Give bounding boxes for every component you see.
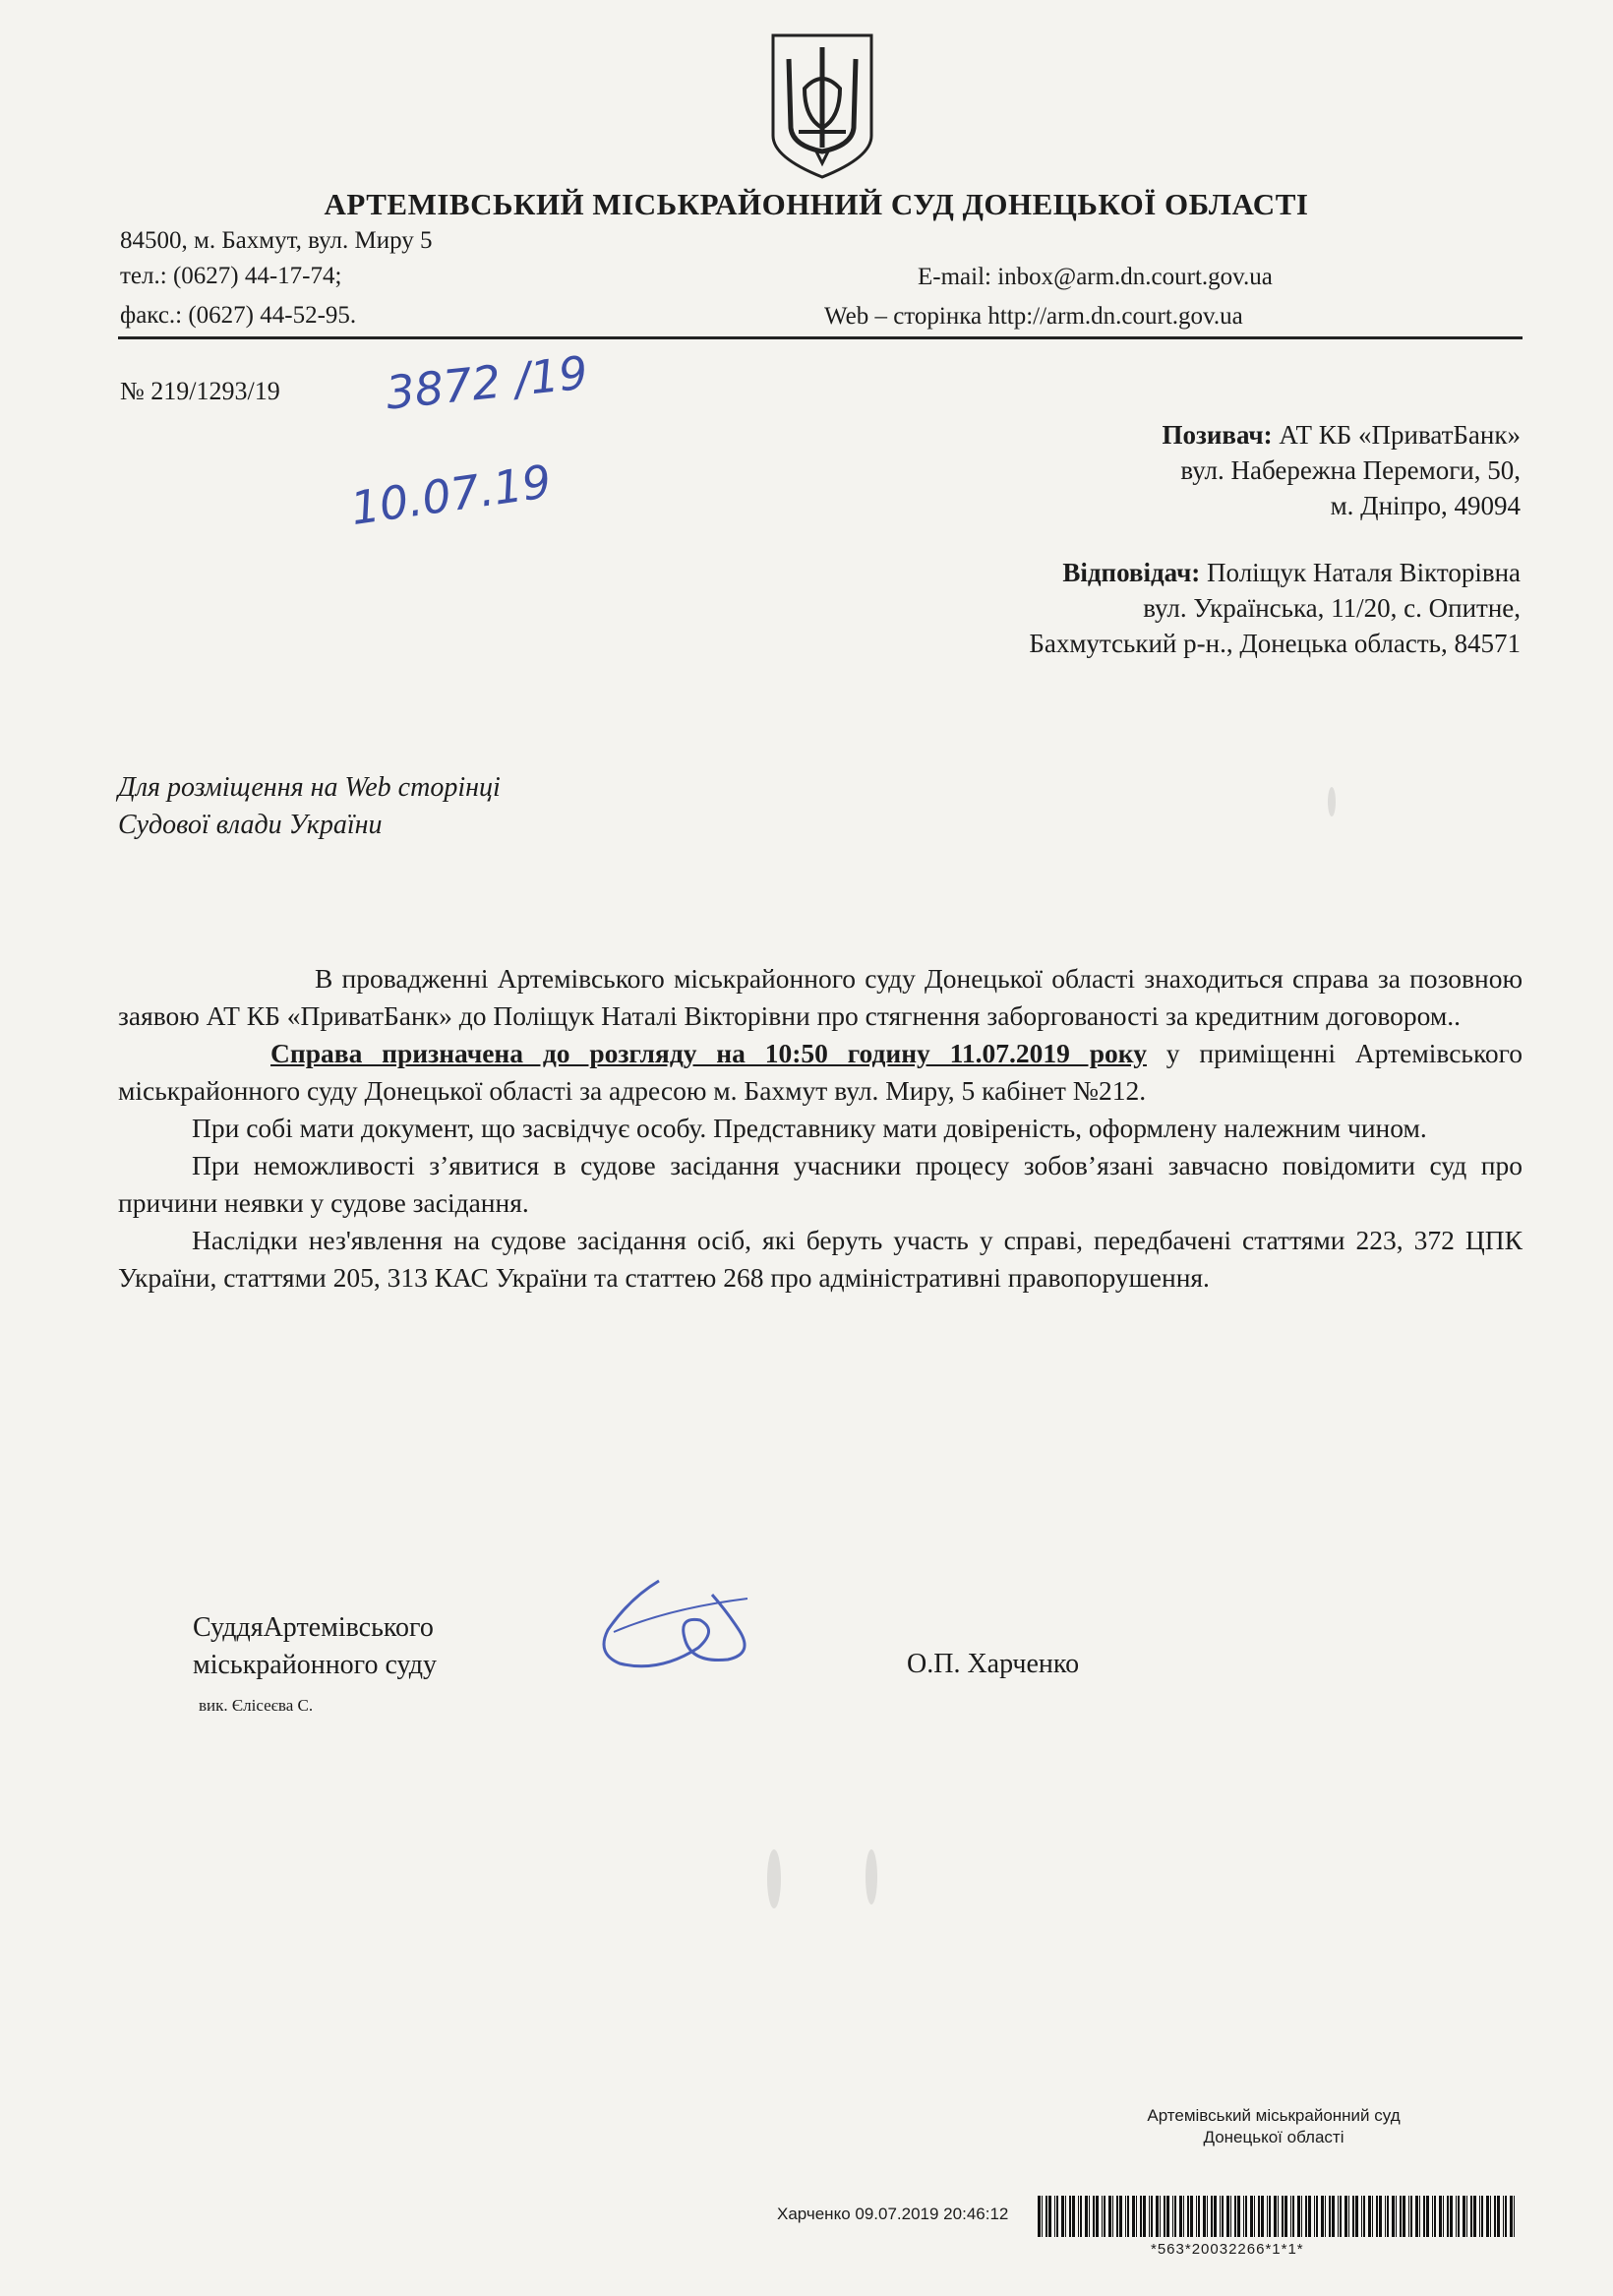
- barcode-bar: [1325, 2196, 1326, 2237]
- handwritten-registration-date: 10.07.19: [347, 454, 555, 535]
- web-placement-note: [118, 769, 501, 844]
- barcode-bar: [1250, 2196, 1253, 2237]
- barcode-bar: [1494, 2196, 1496, 2237]
- barcode-bar: [1093, 2196, 1095, 2237]
- defendant-address-line2: Бахмутський р-н., Донецька область, 84571: [1029, 629, 1521, 658]
- barcode-bar: [1119, 2196, 1122, 2237]
- plaintiff-label: Позивач:: [1162, 420, 1273, 450]
- barcode-bar: [1234, 2196, 1236, 2237]
- hearing-location: у приміщенні Артемівського міськрайонного суду Донецької області за адресою м. Бахмут вул. Миру, 5 кабінет №212.: [118, 1038, 1523, 1106]
- court-name: АРТЕМІВСЬКИЙ МІСЬКРАЙОННИЙ СУД ДОНЕЦЬКОЇ ОБЛАСТІ: [324, 187, 1309, 221]
- court-fax: факс.: (0627) 44-52-95.: [120, 302, 357, 329]
- barcode-bar: [1352, 2196, 1354, 2237]
- barcode-bar: [1316, 2196, 1318, 2237]
- barcode-bar: [1344, 2196, 1347, 2237]
- barcode-bar: [1160, 2196, 1161, 2237]
- plaintiff-block: [1162, 417, 1521, 523]
- barcode-bar: [1403, 2196, 1405, 2237]
- barcode-bar: [1305, 2196, 1307, 2237]
- body-paragraph-5: Наслідки нез'явлення на судове засідання осіб, які беруть участь у справі, передбачені статтями 223, 372 ЦПК України, статтями 205, 313 КАС України та статтею 268 про адміністративні правопорушення.: [118, 1225, 1523, 1293]
- barcode-bar: [1368, 2196, 1371, 2237]
- barcode-bar: [1458, 2196, 1460, 2237]
- barcode-bar: [1514, 2196, 1515, 2237]
- barcode-bar: [1254, 2196, 1255, 2237]
- barcode-bar: [1292, 2196, 1294, 2237]
- barcode-bar: [1237, 2196, 1240, 2237]
- barcode-bar: [1432, 2196, 1433, 2237]
- barcode-bar: [1069, 2196, 1071, 2237]
- barcode-bar: [1089, 2196, 1090, 2237]
- barcode-bar: [1190, 2196, 1193, 2237]
- barcode-bar: [1284, 2196, 1287, 2237]
- barcode-bar: [1396, 2196, 1397, 2237]
- barcode-bar: [1456, 2196, 1457, 2237]
- body-paragraph-4: При неможливості з’явитися в судове засідання учасники процесу зобов’язані завчасно повідомити суд про причини неявки у судове засідання.: [118, 1150, 1523, 1218]
- barcode-bar: [1187, 2196, 1189, 2237]
- judge-position: [193, 1609, 437, 1684]
- court-email: E-mail: inbox@arm.dn.court.gov.ua: [918, 264, 1273, 290]
- barcode-bar: [1338, 2196, 1339, 2237]
- court-phone: тел.: (0627) 44-17-74;: [120, 263, 342, 289]
- barcode-bar: [1174, 2196, 1176, 2237]
- e-signature-signed-line: Харченко 09.07.2019 20:46:12: [777, 2205, 1009, 2223]
- barcode-bar: [1439, 2196, 1442, 2237]
- barcode-bar: [1426, 2196, 1429, 2237]
- barcode-bar: [1061, 2196, 1064, 2237]
- barcode-bar: [1072, 2196, 1075, 2237]
- barcode-bar: [1308, 2196, 1311, 2237]
- barcode-bar: [1096, 2196, 1099, 2237]
- barcode-bar: [1136, 2196, 1137, 2237]
- defendant-name: Поліщук Наталя Вікторівна: [1200, 558, 1521, 587]
- barcode-bar: [1473, 2196, 1476, 2237]
- barcode-bar: [1332, 2196, 1335, 2237]
- executor-note: вик. Єлісеєва С.: [199, 1696, 314, 1715]
- e-signature-court-line1: Артемівський міськрайонний суд: [1147, 2106, 1401, 2125]
- barcode-bar: [1222, 2196, 1224, 2237]
- barcode-bar: [1112, 2196, 1113, 2237]
- body-paragraph-3: При собі мати документ, що засвідчує особу. Представнику мати довіреність, оформлену належним чином.: [192, 1113, 1427, 1143]
- barcode-bar: [1269, 2196, 1271, 2237]
- barcode-bar: [1226, 2196, 1229, 2237]
- barcode-bar: [1423, 2196, 1425, 2237]
- barcode-bar: [1140, 2196, 1142, 2237]
- barcode-bar: [1290, 2196, 1291, 2237]
- barcode-bar: [1085, 2196, 1088, 2237]
- barcode-bar: [1183, 2196, 1184, 2237]
- judge-name: О.П. Харченко: [907, 1649, 1080, 1679]
- barcode-bar: [1042, 2196, 1043, 2237]
- defendant-address-line1: вул. Українська, 11/20, с. Опитне,: [1143, 593, 1521, 623]
- defendant-line: [1029, 555, 1521, 590]
- barcode-bar: [1127, 2196, 1129, 2237]
- barcode-bar: [1363, 2196, 1365, 2237]
- barcode-bar: [1054, 2196, 1055, 2237]
- barcode-bar: [1486, 2196, 1489, 2237]
- court-website: Web – сторінка http://arm.dn.court.gov.ua: [824, 303, 1243, 330]
- barcode-bar: [1116, 2196, 1118, 2237]
- barcode-bar: [1282, 2196, 1284, 2237]
- barcode-bar: [1172, 2196, 1173, 2237]
- case-number: № 219/1293/19: [120, 377, 280, 405]
- barcode-bar: [1274, 2196, 1277, 2237]
- notice-body: [118, 960, 1523, 1297]
- barcode-bar: [1470, 2196, 1472, 2237]
- barcode-bar: [1220, 2196, 1221, 2237]
- barcode-bar: [1198, 2196, 1200, 2237]
- barcode-bar: [1267, 2196, 1268, 2237]
- barcode-bar: [1497, 2196, 1500, 2237]
- barcode-bar: [1207, 2196, 1208, 2237]
- barcode-bar: [1510, 2196, 1513, 2237]
- barcode-bar: [1104, 2196, 1105, 2237]
- handwritten-signature-icon: [590, 1569, 797, 1697]
- web-note-line2: Судової влади України: [118, 810, 383, 840]
- barcode-bar: [1419, 2196, 1420, 2237]
- defendant-block: [1029, 555, 1521, 661]
- barcode-bar: [1245, 2196, 1247, 2237]
- hearing-schedule: Справа призначена до розгляду на 10:50 годину 11.07.2019 року: [270, 1038, 1147, 1068]
- barcode-bar: [1203, 2196, 1206, 2237]
- e-signature-court: [1111, 2105, 1436, 2148]
- barcode-bar: [1479, 2196, 1480, 2237]
- barcode-bar: [1108, 2196, 1111, 2237]
- barcode-bar: [1361, 2196, 1362, 2237]
- barcode-bar: [1102, 2196, 1103, 2237]
- barcode-bar: [1048, 2196, 1051, 2237]
- barcode-bar: [1278, 2196, 1279, 2237]
- barcode-bar: [1372, 2196, 1373, 2237]
- barcode-bar: [1481, 2196, 1483, 2237]
- plaintiff-name: АТ КБ «ПриватБанк»: [1272, 420, 1521, 450]
- barcode-bar: [1321, 2196, 1324, 2237]
- barcode-bar: [1151, 2196, 1153, 2237]
- plaintiff-address-line1: вул. Набережна Перемоги, 50,: [1180, 455, 1521, 485]
- barcode-number: *563*20032266*1*1*: [1151, 2241, 1304, 2258]
- barcode-bar: [1166, 2196, 1169, 2237]
- trident-emblem-icon: [765, 30, 879, 181]
- barcode-bar: [1196, 2196, 1197, 2237]
- barcode-bar: [1132, 2196, 1135, 2237]
- barcode-bar: [1211, 2196, 1213, 2237]
- barcode-bar: [1503, 2196, 1504, 2237]
- barcode-bar: [1385, 2196, 1386, 2237]
- barcode-bar: [1078, 2196, 1079, 2237]
- barcode-bar: [1243, 2196, 1244, 2237]
- judge-position-line1: СуддяАртемівського: [193, 1612, 434, 1643]
- barcode-bar: [1415, 2196, 1418, 2237]
- barcode-bar: [1045, 2196, 1047, 2237]
- barcode-bar: [1392, 2196, 1395, 2237]
- body-paragraph-1: В провадженні Артемівського міськрайонного суду Донецької області знаходиться справа за позовною заявою АТ КБ «ПриватБанк» до Поліщук Наталі Вікторівни про стягнення заборгованості за кредитним договором..: [118, 963, 1523, 1031]
- barcode-bar: [1387, 2196, 1389, 2237]
- barcode-bar: [1261, 2196, 1264, 2237]
- barcode-bar: [1379, 2196, 1382, 2237]
- barcode-bar: [1408, 2196, 1409, 2237]
- barcode-bar: [1297, 2196, 1300, 2237]
- barcode-bar: [1314, 2196, 1315, 2237]
- barcode-bar: [1434, 2196, 1436, 2237]
- barcode-bar: [1463, 2196, 1465, 2237]
- plaintiff-line: [1162, 417, 1521, 453]
- body-paragraph-2: [118, 1035, 1523, 1110]
- court-address: 84500, м. Бахмут, вул. Миру 5: [120, 227, 433, 254]
- barcode-bar: [1056, 2196, 1058, 2237]
- e-signature-court-line2: Донецької області: [1203, 2128, 1344, 2146]
- barcode-icon: [1038, 2196, 1520, 2237]
- barcode-bar: [1490, 2196, 1491, 2237]
- barcode-bar: [1164, 2196, 1165, 2237]
- handwritten-registration-number: 3872 /19: [383, 345, 590, 420]
- barcode-bar: [1143, 2196, 1146, 2237]
- barcode-bar: [1450, 2196, 1453, 2237]
- barcode-bar: [1156, 2196, 1159, 2237]
- barcode-bar: [1329, 2196, 1331, 2237]
- web-note-line1: Для розміщення на Web сторінці: [118, 772, 501, 803]
- barcode-bar: [1466, 2196, 1467, 2237]
- barcode-bar: [1179, 2196, 1182, 2237]
- barcode-bar: [1125, 2196, 1126, 2237]
- barcode-bar: [1149, 2196, 1150, 2237]
- barcode-bar: [1505, 2196, 1507, 2237]
- barcode-bar: [1410, 2196, 1412, 2237]
- plaintiff-address-line2: м. Дніпро, 49094: [1330, 491, 1521, 520]
- barcode-bar: [1258, 2196, 1260, 2237]
- header-divider: [118, 336, 1523, 339]
- barcode-bar: [1376, 2196, 1378, 2237]
- barcode-bar: [1400, 2196, 1402, 2237]
- defendant-label: Відповідач:: [1062, 558, 1201, 587]
- barcode-bar: [1065, 2196, 1066, 2237]
- barcode-bar: [1340, 2196, 1342, 2237]
- judge-position-line2: міськрайонного суду: [193, 1650, 438, 1680]
- barcode-bar: [1038, 2196, 1041, 2237]
- barcode-bar: [1214, 2196, 1217, 2237]
- barcode-bar: [1443, 2196, 1444, 2237]
- barcode-bar: [1348, 2196, 1349, 2237]
- barcode-bar: [1301, 2196, 1302, 2237]
- barcode-bar: [1355, 2196, 1358, 2237]
- barcode-bar: [1447, 2196, 1449, 2237]
- barcode-bar: [1080, 2196, 1082, 2237]
- barcode-bar: [1230, 2196, 1231, 2237]
